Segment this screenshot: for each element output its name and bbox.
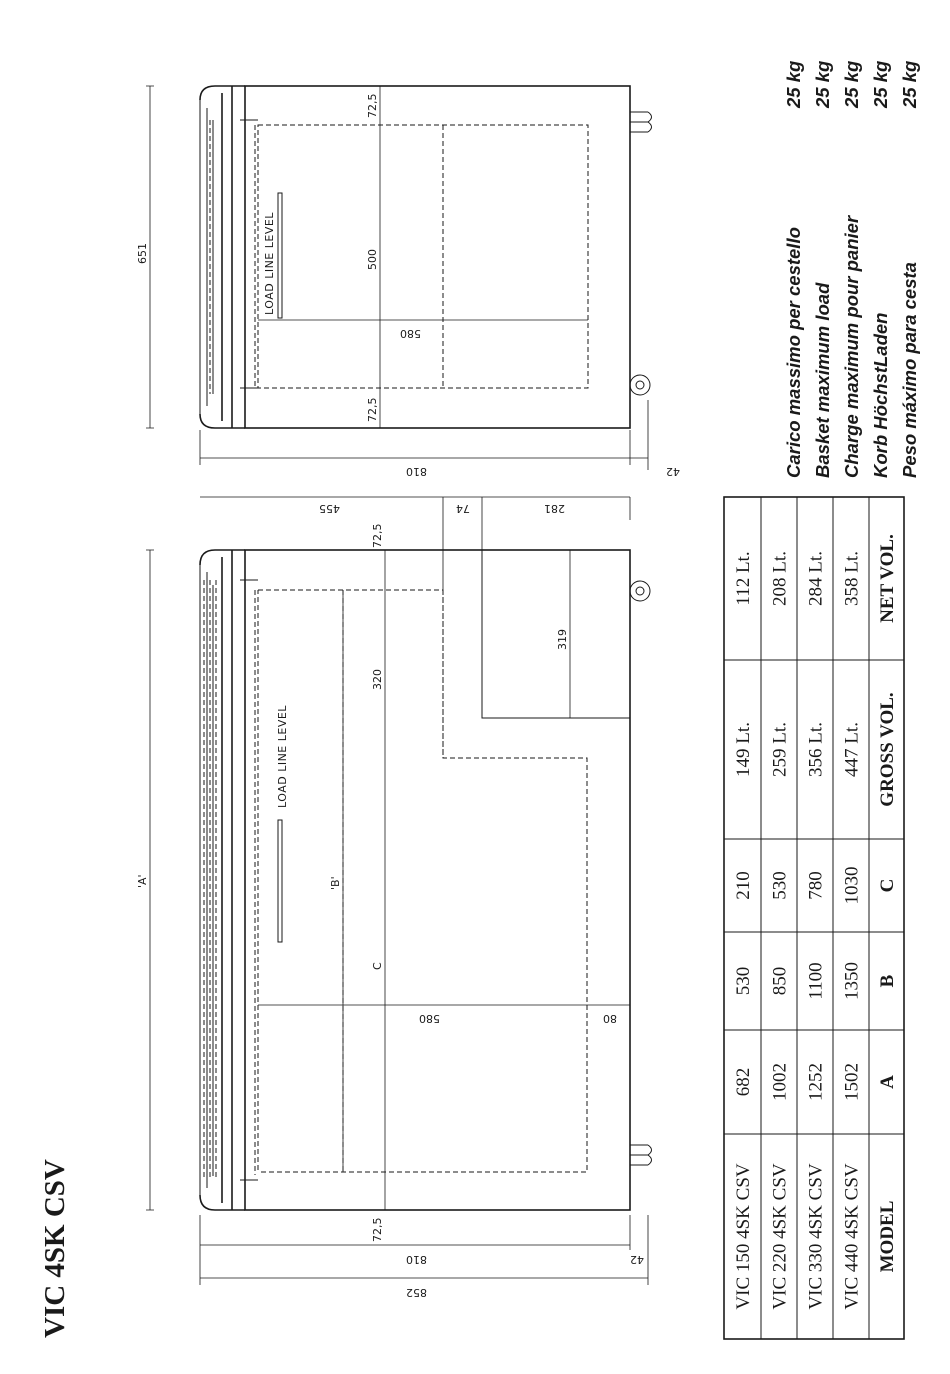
side-lid-inner bbox=[200, 100, 213, 414]
front-foot-icon bbox=[630, 1145, 652, 1165]
front-wheel-icon bbox=[630, 581, 650, 601]
dim-852-label: 852 bbox=[406, 1286, 427, 1299]
dim-B-label: 'B' bbox=[329, 876, 342, 890]
side-dim-72-5-bottom-label: 72,5 bbox=[366, 397, 379, 422]
table-header-cell: GROSS VOL. bbox=[877, 692, 899, 807]
side-view bbox=[136, 86, 680, 478]
front-load-line-label: LOAD LINE LEVEL bbox=[276, 705, 289, 808]
table-cell: 1350 bbox=[841, 962, 863, 1000]
dim-651-label: 651 bbox=[136, 243, 149, 264]
table-header-cell: NET VOL. bbox=[877, 534, 899, 623]
load-note-label: Peso máximo para cesta bbox=[899, 262, 920, 478]
load-notes bbox=[783, 61, 920, 478]
load-note-label: Carico massimo per cestello bbox=[783, 227, 804, 478]
spec-table bbox=[724, 497, 904, 1339]
side-basket bbox=[258, 125, 588, 388]
table-cell: 682 bbox=[733, 1067, 755, 1097]
table-cell: 1100 bbox=[805, 962, 827, 1000]
front-lid-inner bbox=[200, 565, 213, 1195]
dim-line-side-bottom bbox=[200, 397, 648, 470]
front-view bbox=[136, 497, 652, 1299]
load-note-value: 25 kg bbox=[899, 60, 920, 108]
table-cell: 1252 bbox=[805, 1063, 827, 1101]
front-cabinet-outline bbox=[245, 550, 630, 1210]
table-cell: VIC 150 4SK CSV bbox=[733, 1163, 755, 1310]
table-cell: VIC 330 4SK CSV bbox=[805, 1163, 827, 1310]
table-header-cell: C bbox=[877, 878, 899, 893]
dim-74-label: 74 bbox=[456, 502, 470, 515]
table-header-cell: B bbox=[877, 974, 899, 988]
table-cell: 1030 bbox=[841, 866, 863, 905]
side-load-line-bar bbox=[278, 193, 282, 318]
page-title: VIC 4SK CSV bbox=[39, 1159, 71, 1338]
load-note-label: Korb HöchstLaden bbox=[870, 312, 891, 478]
side-wheel-hub-icon bbox=[636, 381, 644, 389]
dim-500-label: 500 bbox=[366, 249, 379, 270]
side-cabinet-outline bbox=[245, 86, 630, 428]
load-note-value: 25 kg bbox=[870, 60, 891, 108]
side-foot-icon bbox=[630, 112, 652, 132]
side-dim-72-5-top-label: 72,5 bbox=[366, 93, 379, 118]
side-dim-810-label: 810 bbox=[406, 465, 427, 478]
front-load-line-bar bbox=[278, 820, 282, 942]
table-cell: 780 bbox=[805, 871, 827, 900]
table-cell: 1002 bbox=[769, 1063, 791, 1101]
table-cell: 112 Lt. bbox=[733, 551, 755, 606]
spec-table-cells bbox=[733, 534, 898, 1309]
dim-320-label: 320 bbox=[371, 669, 384, 690]
dim-580-label: 580 bbox=[419, 1012, 440, 1025]
dim-C-label: C bbox=[371, 962, 384, 970]
dim-810-label: 810 bbox=[406, 1253, 427, 1266]
load-note-value: 25 kg bbox=[841, 60, 862, 108]
load-note-value: 25 kg bbox=[783, 60, 804, 108]
table-header-cell: A bbox=[877, 1075, 899, 1089]
table-cell: 356 Lt. bbox=[805, 722, 827, 777]
table-cell: 1502 bbox=[841, 1063, 863, 1101]
front-wheel-hub-icon bbox=[636, 587, 644, 595]
table-cell: 149 Lt. bbox=[733, 722, 755, 777]
side-dim-42-label: 42 bbox=[666, 465, 680, 478]
dim-80-label: 80 bbox=[603, 1012, 617, 1025]
load-note-label: Charge maximum pour panier bbox=[841, 215, 862, 478]
table-cell: 259 Lt. bbox=[769, 722, 791, 777]
dim-line-bottom bbox=[200, 1215, 648, 1285]
table-cell: 358 Lt. bbox=[841, 551, 863, 606]
dim-72-5-bottom-label: 72,5 bbox=[371, 1217, 384, 1242]
table-header-cell: MODEL bbox=[877, 1200, 899, 1273]
table-cell: VIC 440 4SK CSV bbox=[841, 1163, 863, 1310]
table-cell: VIC 220 4SK CSV bbox=[769, 1163, 791, 1310]
side-load-line-label: LOAD LINE LEVEL bbox=[263, 212, 276, 315]
table-cell: 447 Lt. bbox=[841, 722, 863, 777]
dim-42-label: 42 bbox=[630, 1253, 644, 1266]
table-cell: 530 bbox=[769, 871, 791, 900]
table-cell: 530 bbox=[733, 966, 755, 996]
side-dim-580-label: 580 bbox=[400, 327, 421, 340]
table-cell: 850 bbox=[769, 966, 791, 996]
table-cell: 208 Lt. bbox=[769, 551, 791, 606]
dim-455-label: 455 bbox=[319, 502, 340, 515]
load-note-value: 25 kg bbox=[812, 60, 833, 108]
load-note-label: Basket maximum load bbox=[812, 282, 833, 478]
table-cell: 284 Lt. bbox=[805, 551, 827, 606]
dim-72-5-top-label: 72,5 bbox=[371, 523, 384, 548]
side-wheel-icon bbox=[630, 375, 650, 395]
front-lid-glass bbox=[204, 580, 216, 1180]
front-basket-upper bbox=[258, 590, 587, 1172]
dim-A-label: 'A' bbox=[136, 874, 149, 888]
dim-281-label: 281 bbox=[544, 502, 565, 515]
dim-319-label: 319 bbox=[556, 629, 569, 650]
table-cell: 210 bbox=[733, 871, 755, 900]
